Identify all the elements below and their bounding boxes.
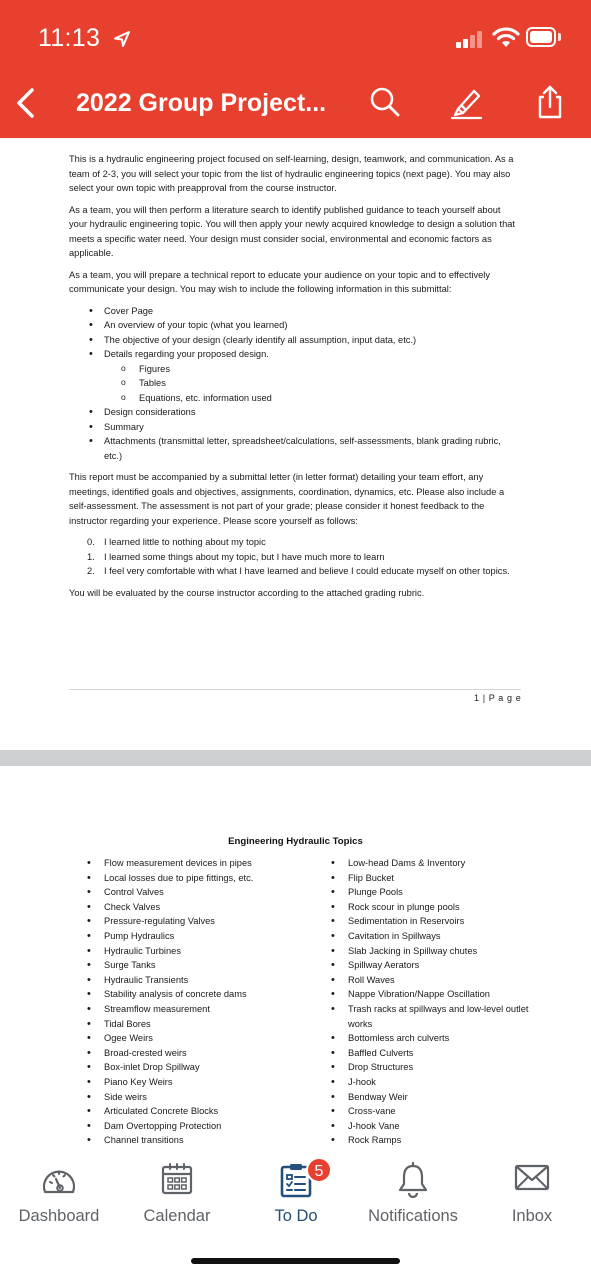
topic-item: • Ogee Weirs [87, 1031, 307, 1046]
home-indicator[interactable] [191, 1258, 400, 1264]
topic-item: • Spillway Aerators [331, 958, 531, 973]
sub-list-item: o Equations, etc. information used [69, 391, 521, 406]
topic-item: • Cross-vane [331, 1104, 531, 1119]
notification-bell-icon [396, 1162, 430, 1198]
annotate-pen-icon[interactable] [448, 84, 484, 120]
document-page-1 [0, 138, 591, 750]
topic-item: • Streamflow measurement [87, 1002, 307, 1017]
topic-item: • Stability analysis of concrete dams [87, 987, 307, 1002]
topic-item: • Pressure-regulating Valves [87, 914, 307, 929]
tab-label: To Do [274, 1207, 318, 1225]
topic-item: • Side weirs [87, 1090, 307, 1105]
cellular-signal-icon [456, 30, 486, 48]
topics-heading: Engineering Hydraulic Topics [228, 836, 363, 847]
report-contents-list [69, 304, 521, 464]
scale-text: I learned some things about my topic, but I have much more to learn [104, 551, 385, 562]
paragraph: As a team, you will prepare a technical report to educate your audience on your topic and to effectively communicate your design. You may wish to include the following information in this submittal: [69, 269, 491, 294]
topic-item: • J-hook Vane [331, 1119, 531, 1134]
scale-item [69, 550, 521, 565]
topic-item: • Dam Overtopping Protection [87, 1119, 307, 1134]
topic-item: • Rock Ramps [331, 1133, 531, 1148]
topics-left-column [87, 856, 307, 1148]
topics-right-column [331, 856, 531, 1148]
topic-item: • Low-head Dams & Inventory [331, 856, 531, 871]
topic-item: • Hydraulic Turbines [87, 944, 307, 959]
wifi-icon [492, 26, 520, 48]
battery-icon [526, 27, 556, 47]
sub-list-item: o Figures [69, 362, 521, 377]
tab-label: Dashboard [18, 1207, 100, 1225]
list-item: • Details regarding your proposed design. [69, 347, 521, 362]
app-header [0, 0, 591, 138]
topic-item: • Rock scour in plunge pools [331, 900, 531, 915]
topic-item: • Flow measurement devices in pipes [87, 856, 307, 871]
status-time [38, 24, 131, 53]
scale-item [69, 535, 521, 550]
tab-label: Inbox [511, 1207, 553, 1225]
scale-number: 2. [87, 566, 95, 576]
list-item: • Summary [69, 420, 521, 435]
tab-label: Notifications [368, 1207, 458, 1225]
search-icon[interactable] [367, 84, 403, 120]
topic-item: • Plunge Pools [331, 885, 531, 900]
topic-item: • Cavitation in Spillways [331, 929, 531, 944]
self-assessment-scale [69, 535, 521, 579]
calendar-icon [161, 1162, 193, 1196]
topic-item: • Drop Structures [331, 1060, 531, 1075]
document-title: 2022 Group Project... [76, 89, 327, 117]
paragraph: You will be evaluated by the course instructor according to the attached grading rubric. [69, 587, 425, 598]
topic-item: • Nappe Vibration/Nappe Oscillation [331, 987, 531, 1002]
document-page-2 [0, 766, 591, 1156]
scale-number: 0. [87, 537, 95, 547]
tab-label: Calendar [143, 1207, 211, 1225]
topic-item: • Bendway Weir [331, 1090, 531, 1105]
list-item: • An overview of your topic (what you learned) [69, 318, 521, 333]
tab-todo[interactable] [254, 1156, 338, 1236]
topic-item: • Roll Waves [331, 973, 531, 988]
topic-item: • Surge Tanks [87, 958, 307, 973]
status-time-text: 11:13 [38, 24, 101, 52]
topic-item: • Piano Key Weirs [87, 1075, 307, 1090]
share-icon[interactable] [532, 84, 568, 120]
list-item: • The objective of your design (clearly identify all assumption, input data, etc.) [69, 333, 521, 348]
topic-item: • Bottomless arch culverts [331, 1031, 531, 1046]
topic-item: • Baffled Culverts [331, 1046, 531, 1061]
topic-item: • Trash racks at spillways and low-level outlet works [331, 1002, 531, 1031]
tab-notifications[interactable] [358, 1156, 468, 1236]
list-item: • Attachments (transmittal letter, spreadsheet/calculations, self-assessments, blank grading rubric, etc.) [69, 434, 521, 463]
topic-item: • Check Valves [87, 900, 307, 915]
list-item: • Design considerations [69, 405, 521, 420]
page-number: 1 | P a g e [474, 693, 522, 703]
topic-item: • Sedimentation in Reservoirs [331, 914, 531, 929]
document-viewer[interactable] [0, 138, 591, 1156]
topic-item: • Flip Bucket [331, 871, 531, 886]
list-item: • Cover Page [69, 304, 521, 319]
footer-rule [69, 689, 521, 690]
todo-count-badge: 5 [306, 1157, 332, 1183]
topic-item: • Slab Jacking in Spillway chutes [331, 944, 531, 959]
back-chevron-icon[interactable] [10, 87, 42, 119]
tab-inbox[interactable] [498, 1156, 566, 1236]
inbox-mail-icon [514, 1162, 550, 1192]
topic-item: • J-hook [331, 1075, 531, 1090]
topic-item: • Articulated Concrete Blocks [87, 1104, 307, 1119]
paragraph: As a team, you will then perform a literature search to identify published guidance to teach yourself about your hydraulic engineering topic. You will then apply your newly acquired knowledge to design a solution that meets a specific water need. Your design must consider social, environmental and economic factors as applicable. [69, 204, 516, 258]
topic-item: • Control Valves [87, 885, 307, 900]
paragraph: This report must be accompanied by a submittal letter (in letter format) detailing your team effort, any meetings, identified goals and objectives, assignments, coordination, dynamics, etc. Please also include a self-assessment. The assessment is not part of your grade; please consider it honest feedback to the instructor regarding your experience. Please score yourself as follows: [69, 472, 505, 526]
topic-item: • Local losses due to pipe fittings, etc. [87, 871, 307, 886]
topic-item: • Pump Hydraulics [87, 929, 307, 944]
sub-list-item: o Tables [69, 376, 521, 391]
page-1-body [69, 152, 521, 607]
topic-item: • Broad-crested weirs [87, 1046, 307, 1061]
scale-text: I feel very comfortable with what I have learned and believe I could educate myself on other topics. [104, 566, 510, 576]
dashboard-gauge-icon [39, 1162, 79, 1196]
topic-item: • Channel transitions [87, 1133, 307, 1148]
scale-number: 1. [87, 551, 95, 562]
tab-dashboard[interactable] [8, 1156, 110, 1236]
battery-tip [558, 33, 561, 41]
scale-item [69, 564, 521, 579]
tab-calendar[interactable] [130, 1156, 224, 1236]
page-separator [0, 750, 591, 766]
scale-text: I learned little to nothing about my topic [104, 537, 266, 547]
topic-item: • Tidal Bores [87, 1017, 307, 1032]
paragraph: This is a hydraulic engineering project focused on self-learning, design, teamwork, and communication. As a team of 2-3, you will select your topic from the list of hydraulic engineering topics (next page). You may also select your own topic with preapproval from the course instructor. [69, 154, 514, 193]
location-arrow-icon [113, 30, 131, 48]
topic-item: • Hydraulic Transients [87, 973, 307, 988]
topic-item: • Box-inlet Drop Spillway [87, 1060, 307, 1075]
